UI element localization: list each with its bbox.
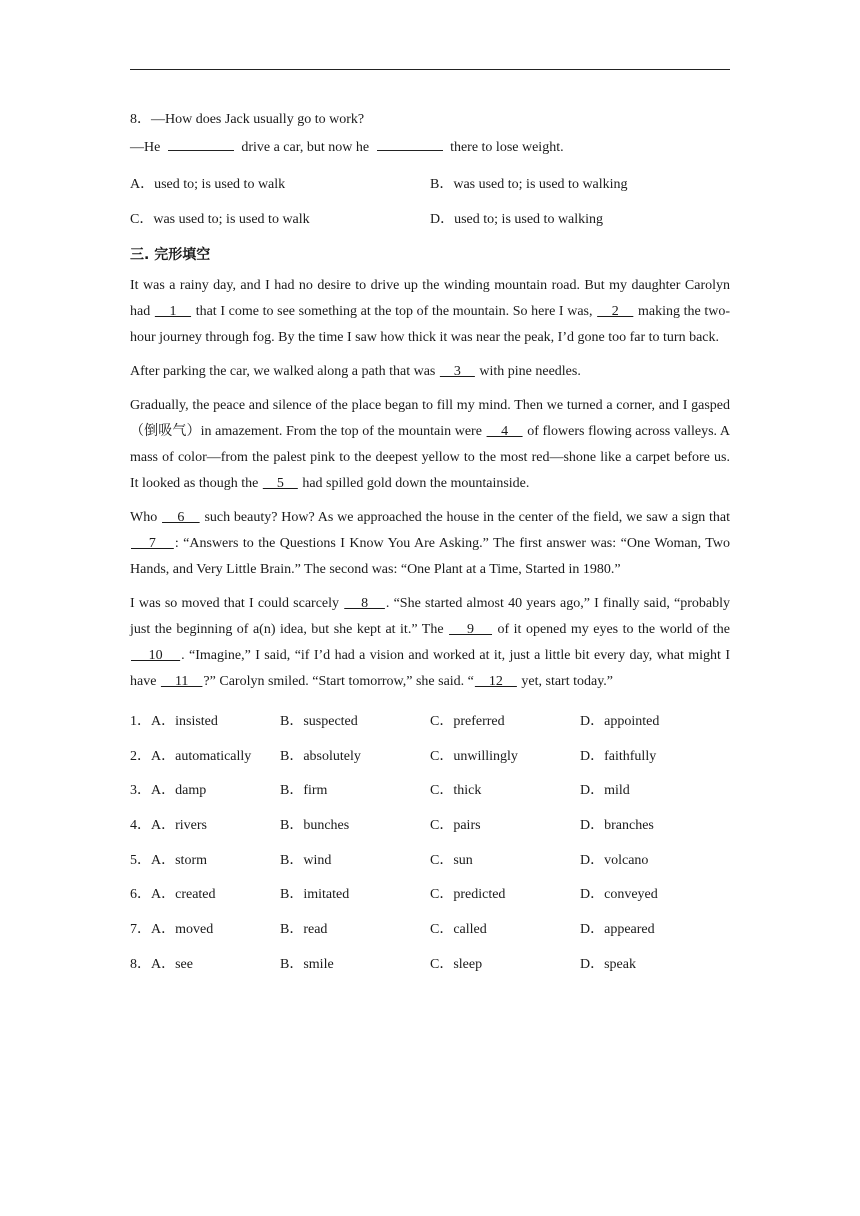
choice-option[interactable]: B．bunches <box>280 818 350 834</box>
page-content <box>130 107 730 983</box>
choice-option[interactable]: 2．A．automatically <box>130 748 252 764</box>
question-8-stem: 8．—How does Jack usually go to work? <box>130 112 365 127</box>
options-row-2 <box>130 202 730 237</box>
answer-suffix: there to lose weight. <box>450 140 564 155</box>
passage-paragraph <box>130 591 730 695</box>
choice-option[interactable]: C．sun <box>430 852 473 868</box>
passage-text: such beauty? How? As we approached the house in the center of the field, we saw a sign that <box>200 510 731 525</box>
choice-option[interactable]: C．called <box>430 922 487 938</box>
passage-paragraph <box>130 273 730 351</box>
option-d[interactable]: D．used to; is used to walking <box>430 212 604 227</box>
cloze-blank: 3 <box>439 364 475 379</box>
passage-text: making the two-hour journey through fog. By the time I saw how thick it was near the peak, I’d gone too far to turn back. <box>130 304 731 345</box>
choice-option[interactable]: D．branches <box>580 818 654 834</box>
choice-option[interactable]: B．imitated <box>280 887 350 903</box>
choice-option[interactable]: D．volcano <box>580 852 649 868</box>
answer-middle: drive a car, but now he <box>241 140 370 155</box>
choice-option[interactable]: C．thick <box>430 783 482 799</box>
choice-option[interactable]: 4．A．rivers <box>130 818 207 834</box>
passage-text: of flowers flowing across valleys. A mass of color—from the palest pink to the deepest yellow to the most red—shone like a carpet before us. It looked as though the <box>130 424 730 491</box>
choice-option[interactable]: B．absolutely <box>280 748 361 764</box>
cloze-blank: 12 <box>474 674 517 689</box>
choice-option[interactable]: 6．A．created <box>130 887 216 903</box>
passage-text: with pine needles. <box>475 364 581 379</box>
header-rule <box>130 69 730 70</box>
choice-option[interactable]: C．unwillingly <box>430 748 518 764</box>
question-8 <box>130 107 730 237</box>
choice-option[interactable]: C．sleep <box>430 956 483 972</box>
answer-blank-1 <box>168 136 234 151</box>
choice-option[interactable]: D．appeared <box>580 922 655 938</box>
question-8-answer-line <box>130 135 730 161</box>
passage-paragraph <box>130 393 730 497</box>
choice-option[interactable]: C．pairs <box>430 818 481 834</box>
choice-row <box>130 878 730 913</box>
passage-text: that I come to see something at the top of the mountain. So here I was, <box>192 304 597 319</box>
choice-row <box>130 844 730 879</box>
passage-text: ?” Carolyn smiled. “Start tomorrow,” she said. “ <box>203 674 474 689</box>
passage-text: of it opened my eyes to the world of the <box>493 622 731 637</box>
choice-row <box>130 948 730 983</box>
option-c[interactable]: C．was used to; is used to walk <box>130 212 310 227</box>
cloze-blank: 4 <box>486 424 523 439</box>
choice-option[interactable]: 1．A．insisted <box>130 714 218 729</box>
choice-option[interactable]: B．firm <box>280 783 328 799</box>
cloze-blank: 2 <box>597 304 634 319</box>
cloze-blank: 11 <box>160 674 203 689</box>
choice-option[interactable]: 7．A．moved <box>130 922 214 938</box>
passage-text: After parking the car, we walked along a path that was <box>130 364 439 379</box>
choice-option[interactable]: 3．A．damp <box>130 783 207 799</box>
passage-paragraph <box>130 359 730 385</box>
choice-row <box>130 809 730 844</box>
passage-text: yet, start today.” <box>517 674 614 689</box>
choice-option[interactable]: B．smile <box>280 956 334 972</box>
cloze-choices <box>130 705 730 983</box>
cloze-passage <box>130 273 730 695</box>
option-b[interactable]: B．was used to; is used to walking <box>430 177 628 192</box>
choice-option[interactable]: D．mild <box>580 783 630 799</box>
choice-option[interactable]: D．appointed <box>580 714 660 729</box>
cloze-blank: 10 <box>131 648 181 663</box>
cloze-blank: 6 <box>162 510 200 525</box>
passage-text: . “She started almost 40 years ago,” I finally said, “probably just the beginning of a(n) idea, but she kept at it.” The <box>130 596 731 637</box>
answer-blank-2 <box>377 136 443 151</box>
choice-option[interactable]: B．read <box>280 922 328 938</box>
choice-row <box>130 705 730 740</box>
answer-prefix: —He <box>130 140 161 155</box>
choice-row <box>130 740 730 775</box>
section-title: 三. 完形填空 <box>130 247 211 263</box>
choice-option[interactable]: 8．A．see <box>130 956 193 972</box>
passage-text: I was so moved that I could scarcely <box>130 596 344 611</box>
choice-option[interactable]: B．suspected <box>280 714 358 729</box>
cloze-blank: 1 <box>154 304 192 319</box>
passage-text: Who <box>130 510 162 525</box>
options-row-1 <box>130 167 730 202</box>
cloze-blank: 5 <box>262 476 298 491</box>
passage-text: It was a rainy day, and I had no desire to drive up the winding mountain road. But my daughter Carolyn had <box>130 278 730 319</box>
cloze-blank: 8 <box>344 596 385 611</box>
passage-text: . “Imagine,” I said, “if I’d had a vision and worked at it, just a little bit every day, what might I have <box>130 648 730 689</box>
choice-option[interactable]: D．conveyed <box>580 887 658 903</box>
choice-row <box>130 774 730 809</box>
passage-text: Gradually, the peace and silence of the place began to fill my mind. Then we turned a corner, and I gasped（倒吸气）in amazement. From the top of the mountain were <box>130 398 730 439</box>
passage-paragraph <box>130 505 730 583</box>
cloze-blank: 9 <box>449 622 493 637</box>
choice-option[interactable]: D．faithfully <box>580 748 657 764</box>
passage-text: had spilled gold down the mountainside. <box>298 476 530 491</box>
choice-option[interactable]: B．wind <box>280 852 332 868</box>
choice-option[interactable]: C．preferred <box>430 714 505 729</box>
choice-option[interactable]: D．speak <box>580 956 636 972</box>
passage-text: : “Answers to the Questions I Know You Are Asking.” The first answer was: “One Woman, Two Hands, and Very Little Brain.” The second was: “One Plant at a Time, Started in 1980.” <box>130 536 730 577</box>
option-a[interactable]: A．used to; is used to walk <box>130 177 286 192</box>
choice-row <box>130 913 730 948</box>
cloze-blank: 7 <box>131 536 174 551</box>
choice-option[interactable]: 5．A．storm <box>130 852 207 868</box>
choice-option[interactable]: C．predicted <box>430 887 506 903</box>
